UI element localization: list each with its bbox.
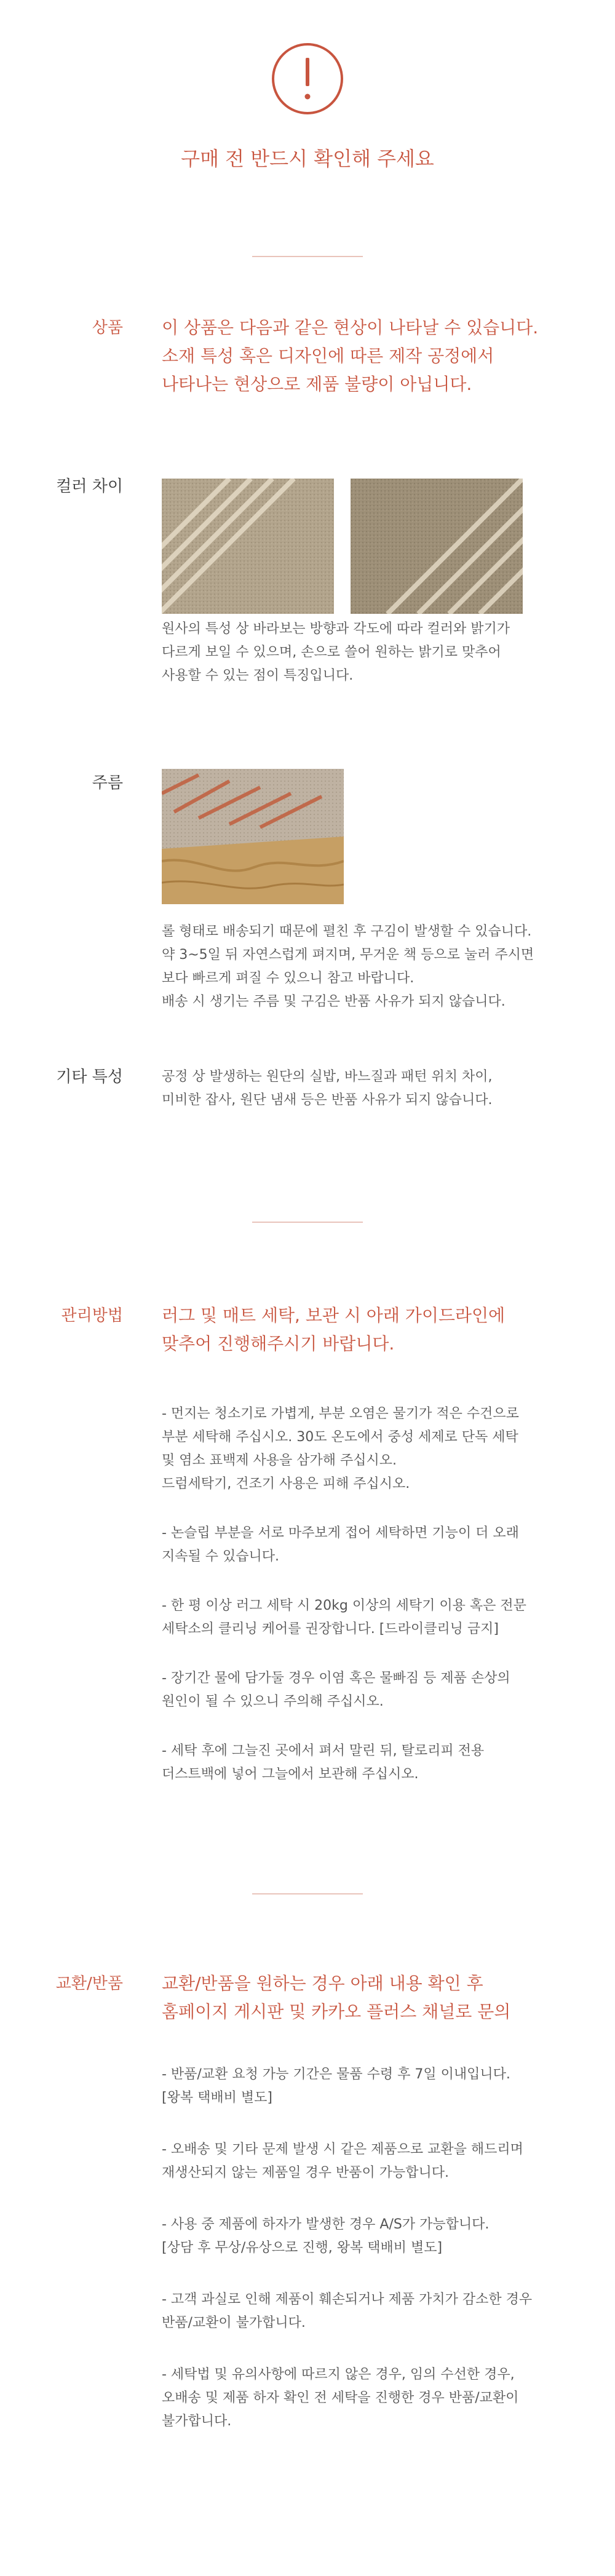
section-divider (252, 1893, 363, 1894)
other-description: 공정 상 발생하는 원단의 실밥, 바느질과 패턴 위치 차이, 미비한 잡사, 원단 냄새 등은 반품 사유가 되지 않습니다. (162, 1069, 493, 1108)
care-item: - 논슬립 부분을 서로 마주보게 접어 세탁하면 기능이 더 오래 지속될 수 있습니다. (162, 1525, 519, 1564)
section-divider (252, 1222, 363, 1223)
care-item: - 한 평 이상 러그 세탁 시 20kg 이상의 세탁기 이용 혹은 전문 세탁소의 클리닝 케어를 권장합니다. [드라이클리닝 금지] (162, 1598, 526, 1637)
wrinkle-label: 주름 (92, 774, 123, 792)
exclamation-circle-icon (269, 41, 346, 117)
product-label: 상품 (92, 319, 123, 337)
section-divider (252, 256, 363, 257)
exchange-label: 교환/반품 (55, 1974, 123, 1993)
color-diff-label: 컬러 차이 (56, 477, 123, 496)
exchange-headline: 교환/반품을 원하는 경우 아래 내용 확인 후 홈페이지 게시판 및 카카오 플러스 채널로 문의 (162, 1973, 511, 2022)
other-label: 기타 특성 (56, 1068, 123, 1086)
exchange-item: - 사용 중 제품에 하자가 발생한 경우 A/S가 가능합니다. [상담 후 무상/유상으로 진행, 왕복 택배비 별도] (162, 2217, 490, 2256)
product-notice: 이 상품은 다음과 같은 현상이 나타날 수 있습니다. 소재 특성 혹은 디자인에 따른 제작 공정에서 나타나는 현상으로 제품 불량이 아닙니다. (162, 317, 539, 394)
rug-swatch-image-1 (162, 479, 334, 614)
exchange-item: - 세탁법 및 유의사항에 따르지 않은 경우, 임의 수선한 경우, 오배송 및 제품 하자 확인 전 세탁을 진행한 경우 반품/교환이 불가합니다. (162, 2367, 519, 2429)
care-item: - 세탁 후에 그늘진 곳에서 펴서 말린 뒤, 탈로리피 전용 더스트백에 넣어 그늘에서 보관해 주십시오. (162, 1743, 485, 1782)
care-label: 관리방법 (61, 1306, 123, 1325)
care-item: - 먼지는 청소기로 가볍게, 부분 오염은 물기가 적은 수건으로 부분 세탁해 주십시오. 30도 온도에서 중성 세제로 단독 세탁 및 염소 표백제 사용을 삼가해 주십시오. 드럼세탁기, 건조기 사용은 피해 주십시오. (162, 1406, 519, 1492)
color-diff-description: 원사의 특성 상 바라보는 방향과 각도에 따라 컬러와 밝기가 다르게 보일 수 있으며, 손으로 쓸어 원하는 밝기로 맞추어 사용할 수 있는 점이 특징입니다. (162, 621, 510, 683)
wrinkle-description: 롤 형태로 배송되기 때문에 펼친 후 구김이 발생할 수 있습니다. 약 3~5일 뒤 자연스럽게 펴지며, 무거운 책 등으로 눌러 주시면 보다 빠르게 펴질 수 있으니 참고 바랍니다. 배송 시 생기는 주름 및 구김은 반품 사유가 되지 않습니다. (162, 924, 534, 1009)
care-headline: 러그 및 매트 세탁, 보관 시 아래 가이드라인에 맞추어 진행해주시기 바랍니다. (162, 1305, 506, 1354)
exchange-item: - 고객 과실로 인해 제품이 훼손되거나 제품 가치가 감소한 경우 반품/교환이 불가합니다. (162, 2292, 533, 2331)
exchange-item: - 오배송 및 기타 문제 발생 시 같은 제품으로 교환을 해드리며 재생산되지 않는 제품일 경우 반품이 가능합니다. (162, 2142, 523, 2180)
exchange-item: - 반품/교환 요청 가능 기간은 물품 수령 후 7일 이내입니다. [왕복 택배비 별도] (162, 2067, 510, 2105)
page-title: 구매 전 반드시 확인해 주세요 (181, 147, 434, 170)
rug-swatch-image-2 (351, 479, 523, 614)
rug-wrinkle-image (162, 769, 344, 904)
care-item: - 장기간 물에 담가둘 경우 이염 혹은 물빠짐 등 제품 손상의 원인이 될 수 있으니 주의해 주십시오. (162, 1671, 510, 1709)
